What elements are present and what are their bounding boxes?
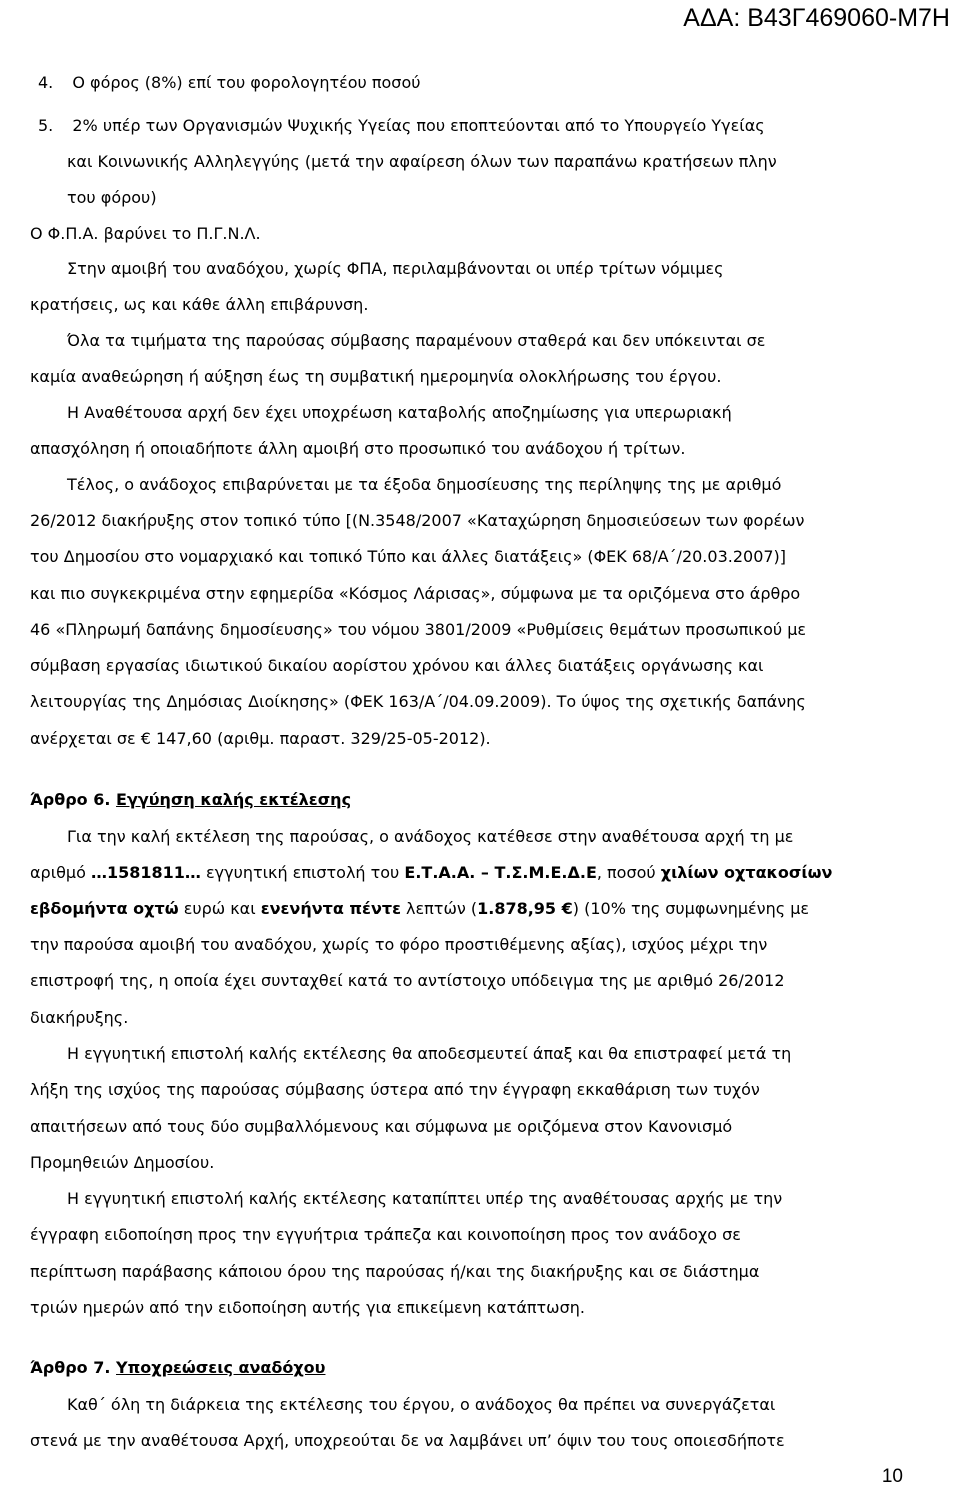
issuer: Ε.Τ.Α.Α. – Τ.Σ.Μ.Ε.Δ.Ε bbox=[404, 863, 597, 882]
guarantee-number: …1581811… bbox=[90, 863, 201, 882]
paragraph-line: του Δημοσίου στο νομαρχιακό και τοπικό Τύπο και άλλες διατάξεις» (ΦΕΚ 68/Α΄/20.03.2007)] bbox=[30, 547, 787, 566]
article-label: Άρθρο 7. bbox=[30, 1358, 111, 1377]
paragraph-line: καμία αναθεώρηση ή αύξηση έως τη συμβατική ημερομηνία ολοκλήρωσης του έργου. bbox=[30, 367, 722, 386]
paragraph-line: κρατήσεις, ως και κάθε άλλη επιβάρυνση. bbox=[30, 295, 369, 314]
paragraph-line: την παρούσα αμοιβή του αναδόχου, χωρίς το φόρο προστιθέμενης αξίας), ισχύος μέχρι την bbox=[30, 935, 768, 954]
amount-words: χιλίων οχτακοσίων bbox=[660, 863, 833, 882]
paragraph-line: Για την καλή εκτέλεση της παρούσας, ο ανάδοχος κατέθεσε στην αναθέτουσα αρχή τη με bbox=[67, 827, 794, 846]
list-item-4 bbox=[38, 72, 420, 94]
text: εγγυητική επιστολή του bbox=[200, 863, 405, 882]
paragraph-line: Τέλος, ο ανάδοχος επιβαρύνεται με τα έξοδα δημοσίευσης της περίληψης της με αριθμό bbox=[67, 475, 782, 494]
paragraph-line: περίπτωση παράβασης κάποιου όρου της παρούσας ή/και της διακήρυξης και σε διάστημα bbox=[30, 1262, 760, 1281]
article-title: Υποχρεώσεις αναδόχου bbox=[116, 1358, 326, 1377]
paragraph-line: και πιο συγκεκριμένα στην εφημερίδα «Κόσμος Λάρισας», σύμφωνα με τα οριζόμενα στο άρθρο bbox=[30, 584, 801, 603]
text: , ποσού bbox=[596, 863, 661, 882]
vat-line: Ο Φ.Π.Α. βαρύνει το Π.Γ.Ν.Λ. bbox=[30, 224, 261, 243]
paragraph-line: 46 «Πληρωμή δαπάνης δημοσίευσης» του νόμου 3801/2009 «Ρυθμίσεις θεμάτων προσωπικού με bbox=[30, 620, 807, 639]
article-title: Εγγύηση καλής εκτέλεσης bbox=[116, 790, 352, 809]
text: ) (10% της συμφωνημένης με bbox=[572, 899, 810, 918]
list-number: 5. bbox=[38, 116, 54, 135]
paragraph-line: έγγραφη ειδοποίηση προς την εγγυήτρια τράπεζα και κοινοποίηση προς τον ανάδοχο σε bbox=[30, 1225, 741, 1244]
list-item-5-line2: και Κοινωνικής Αλληλεγγύης (μετά την αφαίρεση όλων των παραπάνω κρατήσεων πλην bbox=[67, 152, 777, 171]
page-number: 10 bbox=[881, 1466, 903, 1487]
paragraph-line: Στην αμοιβή του αναδόχου, χωρίς ΦΠΑ, περιλαμβάνονται οι υπέρ τρίτων νόμιμες bbox=[67, 259, 724, 278]
paragraph-line: Καθ΄ όλη τη διάρκεια της εκτέλεσης του έργου, ο ανάδοχος θα πρέπει να συνεργάζεται bbox=[67, 1395, 776, 1414]
amount-words: ενενήντα πέντε bbox=[260, 899, 401, 918]
paragraph-line bbox=[30, 862, 832, 884]
list-text: Ο φόρος (8%) επί του φορολογητέου ποσού bbox=[72, 73, 421, 92]
list-item-5-line3: του φόρου) bbox=[67, 188, 157, 207]
paragraph-line: σύμβαση εργασίας ιδιωτικού δικαίου αορίστου χρόνου και άλλες διατάξεις οργάνωσης και bbox=[30, 656, 764, 675]
amount-figure: 1.878,95 € bbox=[477, 899, 573, 918]
paragraph-line: 26/2012 διακήρυξης στον τοπικό τύπο [(Ν.3548/2007 «Καταχώρηση δημοσιεύσεων των φορέων bbox=[30, 511, 805, 530]
list-item-5 bbox=[38, 115, 765, 137]
text: λεπτών ( bbox=[400, 899, 478, 918]
paragraph-line: Η εγγυητική επιστολή καλής εκτέλεσης καταπίπτει υπέρ της αναθέτουσας αρχής με την bbox=[67, 1189, 783, 1208]
paragraph-line: επιστροφή της, η οποία έχει συνταχθεί κατά το αντίστοιχο υπόδειγμα της με αριθμό 26/2012 bbox=[30, 971, 785, 990]
ada-code: ΑΔΑ: Β43Γ469060-Μ7Η bbox=[683, 4, 950, 32]
paragraph-line: λειτουργίας της Δημόσιας Διοίκησης» (ΦΕΚ 163/Α΄/04.09.2009). Το ύψος της σχετικής δαπάνης bbox=[30, 692, 806, 711]
paragraph-line: Η Αναθέτουσα αρχή δεν έχει υποχρέωση καταβολής αποζημίωσης για υπερωριακή bbox=[67, 403, 732, 422]
list-number: 4. bbox=[38, 73, 54, 92]
article-7-heading bbox=[30, 1357, 325, 1379]
paragraph-line: ανέρχεται σε € 147,60 (αριθμ. παραστ. 329/25-05-2012). bbox=[30, 729, 491, 748]
article-label: Άρθρο 6. bbox=[30, 790, 111, 809]
paragraph-line: Όλα τα τιμήματα της παρούσας σύμβασης παραμένουν σταθερά και δεν υπόκεινται σε bbox=[67, 331, 766, 350]
paragraph-line: Η εγγυητική επιστολή καλής εκτέλεσης θα αποδεσμευτεί άπαξ και θα επιστραφεί μετά τη bbox=[67, 1044, 792, 1063]
paragraph-line: λήξη της ισχύος της παρούσας σύμβασης ύστερα από την έγγραφη εκκαθάριση των τυχόν bbox=[30, 1080, 760, 1099]
paragraph-line: στενά με την αναθέτουσα Αρχή, υποχρεούται δε να λαμβάνει υπ’ όψιν του τους οποιεσδήποτε bbox=[30, 1431, 785, 1450]
paragraph-line: απαιτήσεων από τους δύο συμβαλλόμενους και σύμφωνα με οριζόμενα στον Κανονισμό bbox=[30, 1117, 733, 1136]
paragraph-line: απασχόληση ή οποιαδήποτε άλλη αμοιβή στο προσωπικό του ανάδοχου ή τρίτων. bbox=[30, 439, 686, 458]
paragraph-line: τριών ημερών από την ειδοποίηση αυτής για επικείμενη κατάπτωση. bbox=[30, 1298, 585, 1317]
text: αριθμό bbox=[30, 863, 91, 882]
list-text: 2% υπέρ των Οργανισμών Ψυχικής Υγείας που εποπτεύονται από το Υπουργείο Υγείας bbox=[72, 116, 765, 135]
text: ευρώ και bbox=[178, 899, 261, 918]
amount-words: εβδομήντα οχτώ bbox=[30, 899, 179, 918]
paragraph-line: διακήρυξης. bbox=[30, 1008, 129, 1027]
paragraph-line: Προμηθειών Δημοσίου. bbox=[30, 1153, 215, 1172]
paragraph-line bbox=[30, 898, 809, 920]
article-6-heading bbox=[30, 789, 351, 811]
